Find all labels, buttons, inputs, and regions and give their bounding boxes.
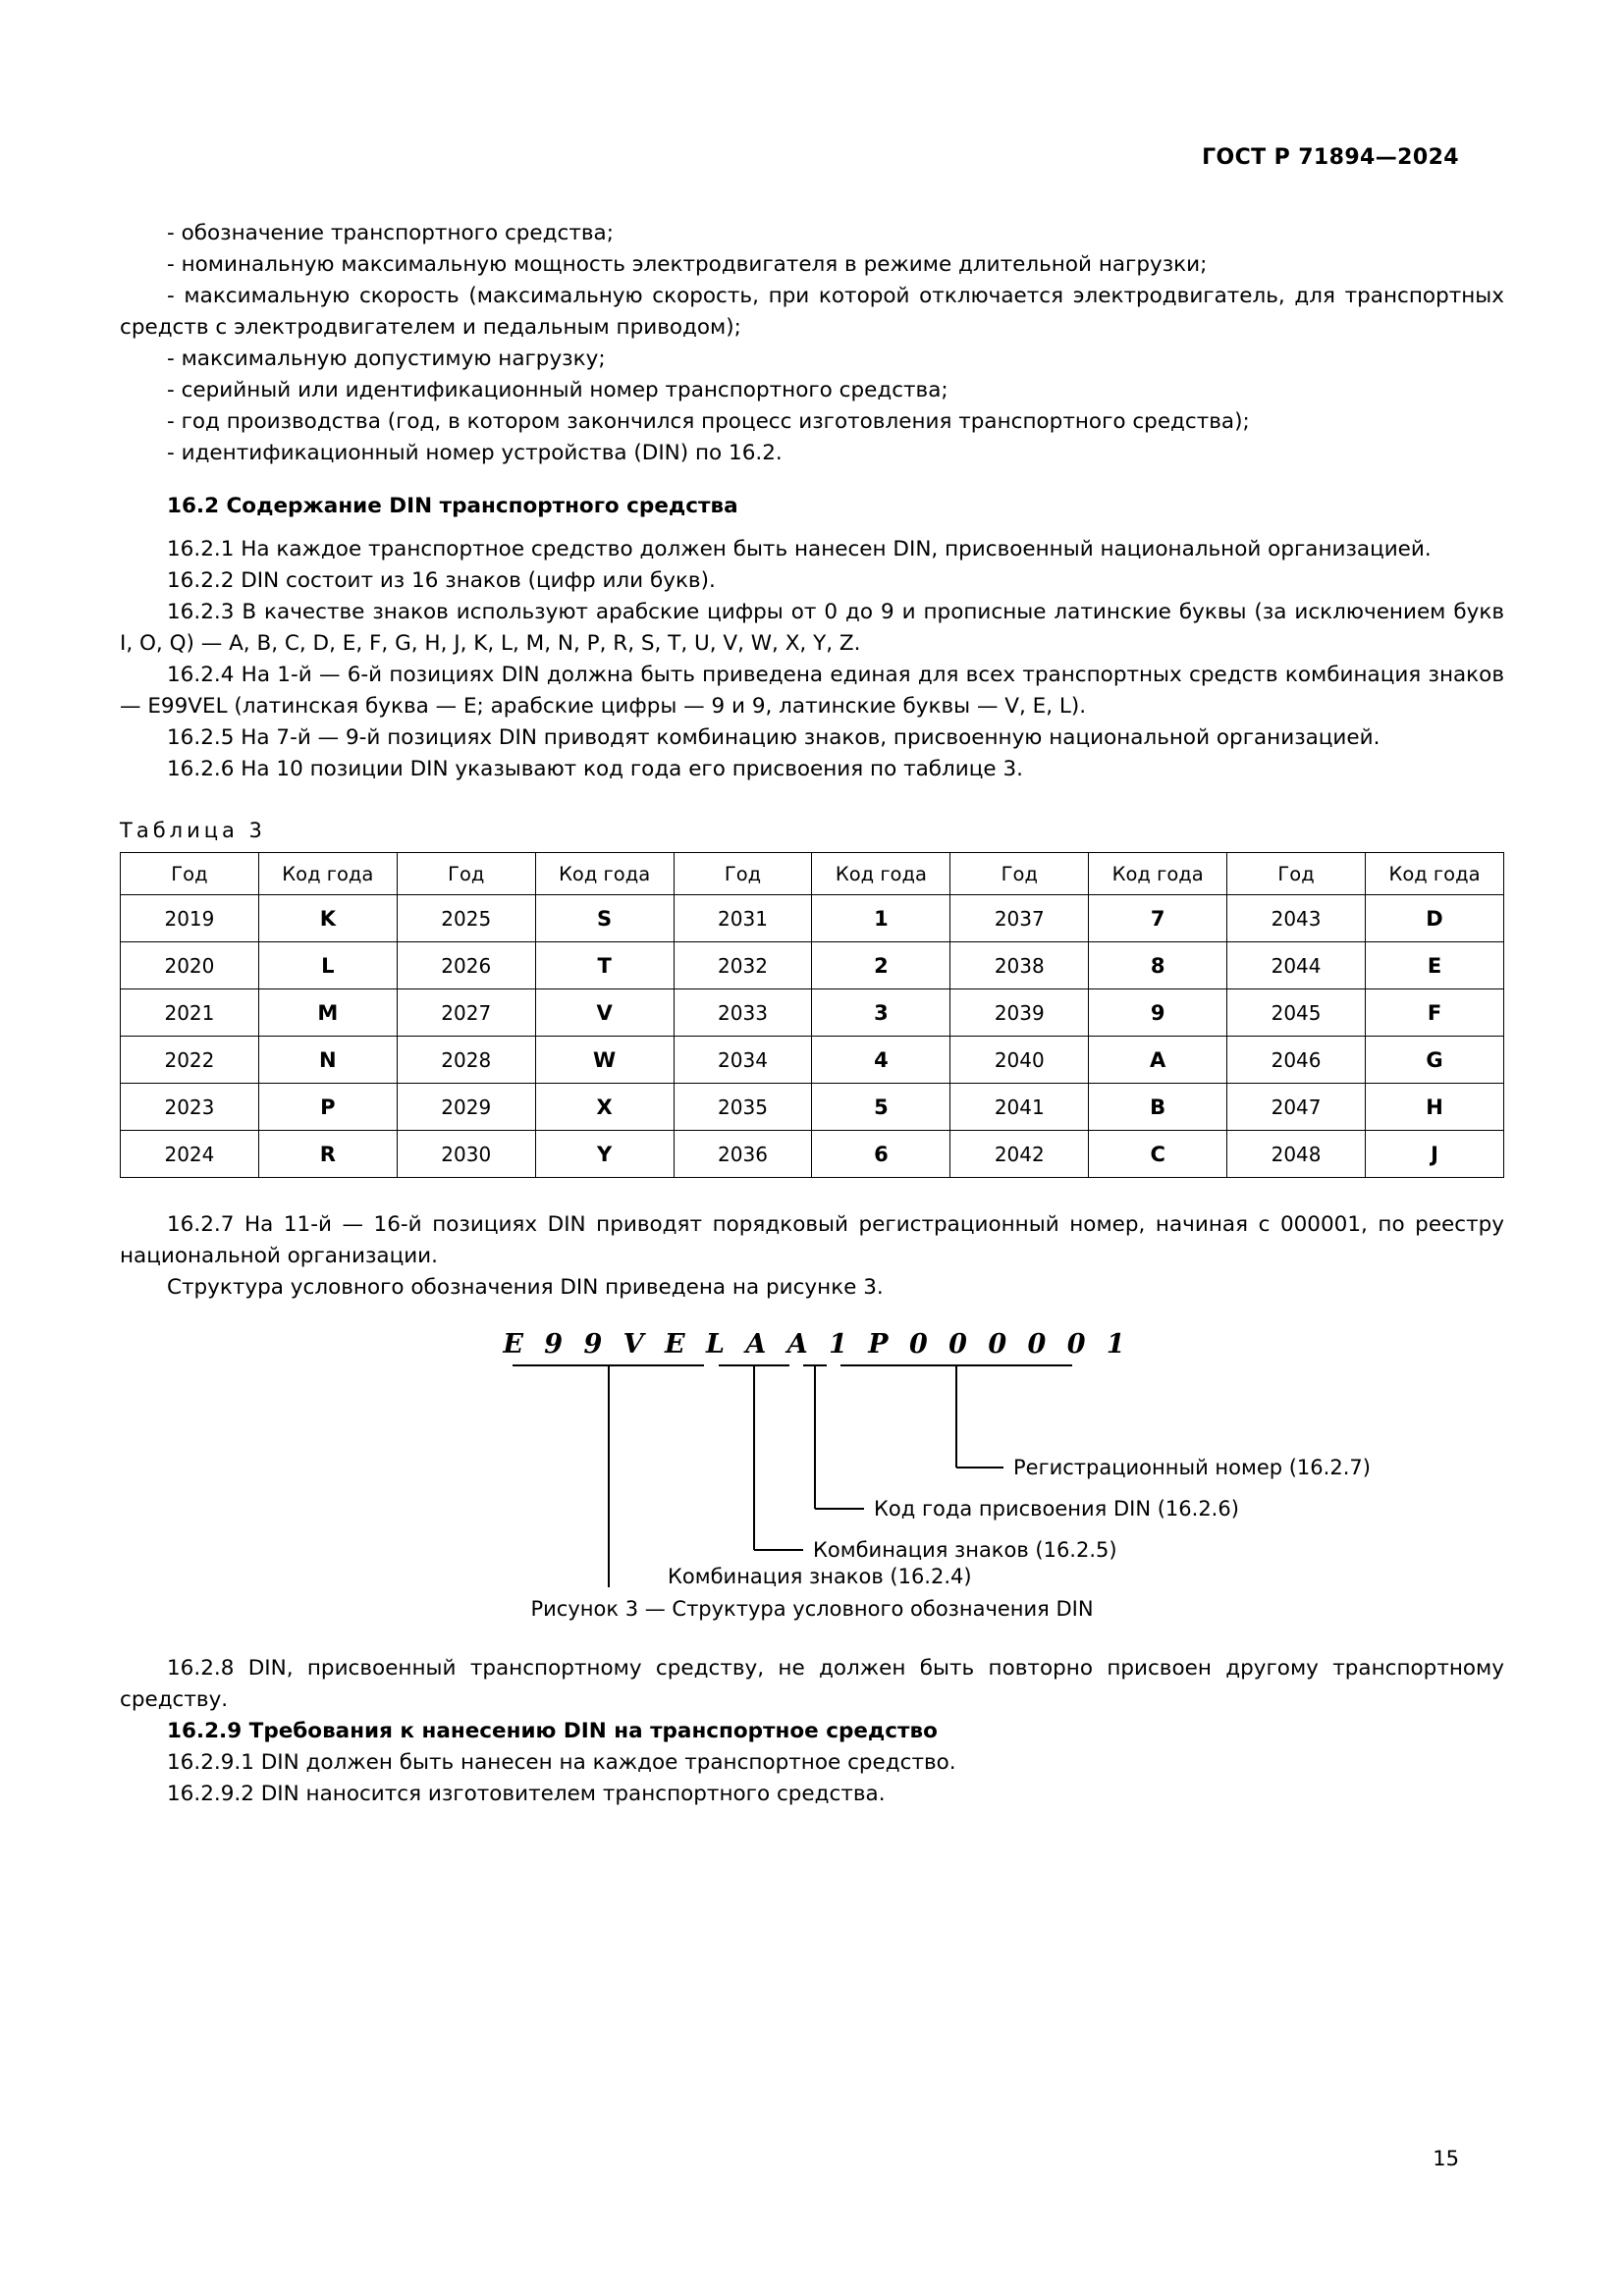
figure-label-year-code: Код года присвоения DIN (16.2.6)	[874, 1497, 1239, 1521]
table-caption: Таблица 3	[120, 819, 266, 842]
cell-year: 2034	[674, 1037, 812, 1084]
column-header: Год	[121, 853, 259, 895]
page-content	[120, 218, 1504, 1810]
cell-code: N	[258, 1037, 397, 1084]
column-header: Год	[674, 853, 812, 895]
after-table-paragraphs	[120, 1209, 1504, 1304]
din-structure-diagram	[228, 1360, 1396, 1587]
cell-code: M	[258, 989, 397, 1037]
list-item: - максимальную допустимую нагрузку;	[167, 347, 606, 371]
cell-code: W	[535, 1037, 674, 1084]
cell-code: F	[1366, 989, 1504, 1037]
cell-year: 2028	[397, 1037, 535, 1084]
section-heading-16-2-9: 16.2.9 Требования к нанесению DIN на транспортное средство	[167, 1719, 938, 1743]
table-row	[121, 989, 1504, 1037]
year-code-table	[120, 852, 1504, 1178]
cell-code: V	[535, 989, 674, 1037]
cell-year: 2038	[950, 942, 1089, 989]
cell-year: 2039	[950, 989, 1089, 1037]
list-item: - номинальную максимальную мощность электродвигателя в режиме длительной нагрузки;	[167, 252, 1208, 277]
column-header: Код года	[1366, 853, 1504, 895]
column-header: Код года	[812, 853, 950, 895]
paragraph-16-2-4: 16.2.4 На 1-й — 6-й позициях DIN должна быть приведена единая для всех транспортных средств комбинация знаков — E99VEL (латинская буква — E; арабские цифры — 9 и 9, латинские буквы — V, E, L).	[120, 663, 1504, 719]
cell-year: 2040	[950, 1037, 1089, 1084]
cell-year: 2031	[674, 895, 812, 942]
cell-code: 3	[812, 989, 950, 1037]
cell-code: Y	[535, 1131, 674, 1178]
column-header: Год	[1227, 853, 1366, 895]
cell-year: 2032	[674, 942, 812, 989]
column-header: Код года	[258, 853, 397, 895]
column-header: Год	[397, 853, 535, 895]
tail-section	[120, 1653, 1504, 1810]
cell-code: P	[258, 1084, 397, 1131]
cell-year: 2047	[1227, 1084, 1366, 1131]
page-number: 15	[1433, 2147, 1459, 2170]
cell-code: S	[535, 895, 674, 942]
cell-year: 2042	[950, 1131, 1089, 1178]
cell-code: 4	[812, 1037, 950, 1084]
table-header-row	[121, 853, 1504, 895]
table-row	[121, 1037, 1504, 1084]
cell-year: 2043	[1227, 895, 1366, 942]
cell-year: 2020	[121, 942, 259, 989]
cell-code: L	[258, 942, 397, 989]
cell-year: 2026	[397, 942, 535, 989]
paragraph-figure-ref: Структура условного обозначения DIN приведена на рисунке 3.	[167, 1275, 884, 1300]
paragraph-16-2-8: 16.2.8 DIN, присвоенный транспортному средству, не должен быть повторно присвоен другому транспортному средству.	[120, 1656, 1504, 1712]
cell-code: D	[1366, 895, 1504, 942]
column-header: Год	[950, 853, 1089, 895]
cell-code: R	[258, 1131, 397, 1178]
cell-year: 2037	[950, 895, 1089, 942]
column-header: Код года	[1089, 853, 1227, 895]
cell-code: 1	[812, 895, 950, 942]
list-item: - идентификационный номер устройства (DIN) по 16.2.	[167, 441, 783, 465]
cell-code: B	[1089, 1084, 1227, 1131]
list-item: - максимальную скорость (максимальную скорость, при которой отключается электродвигатель, для транспортных средств с электродвигателем и педальным приводом);	[120, 284, 1504, 340]
list-item: - год производства (год, в котором закончился процесс изготовления транспортного средства);	[167, 409, 1250, 434]
cell-code: H	[1366, 1084, 1504, 1131]
cell-code: G	[1366, 1037, 1504, 1084]
column-header: Код года	[535, 853, 674, 895]
cell-code: 9	[1089, 989, 1227, 1037]
paragraph-16-2-9-2: 16.2.9.2 DIN наносится изготовителем транспортного средства.	[167, 1782, 886, 1806]
table-row	[121, 1131, 1504, 1178]
paragraph-16-2-9-1: 16.2.9.1 DIN должен быть нанесен на каждое транспортное средство.	[167, 1750, 956, 1775]
cell-year: 2022	[121, 1037, 259, 1084]
table-row	[121, 942, 1504, 989]
figure-caption: Рисунок 3 — Структура условного обозначения DIN	[530, 1597, 1094, 1621]
cell-year: 2044	[1227, 942, 1366, 989]
table-row	[121, 1084, 1504, 1131]
list-item: - серийный или идентификационный номер транспортного средства;	[167, 378, 948, 402]
cell-year: 2027	[397, 989, 535, 1037]
cell-code: X	[535, 1084, 674, 1131]
paragraph-16-2-2: 16.2.2 DIN состоит из 16 знаков (цифр или букв).	[167, 568, 716, 593]
paragraph-16-2-5: 16.2.5 На 7-й — 9-й позициях DIN приводят комбинацию знаков, присвоенную национальной организацией.	[167, 725, 1380, 750]
cell-year: 2025	[397, 895, 535, 942]
cell-year: 2019	[121, 895, 259, 942]
cell-year: 2021	[121, 989, 259, 1037]
cell-code: T	[535, 942, 674, 989]
list-item: - обозначение транспортного средства;	[167, 221, 614, 245]
paragraph-16-2-3: 16.2.3 В качестве знаков используют арабские цифры от 0 до 9 и прописные латинские буквы (за исключением букв I, O, Q) — A, B, C, D, E, F, G, H, J, K, L, M, N, P, R, S, T, U, V, W, X, Y, Z.	[120, 600, 1504, 656]
figure-din-structure	[120, 1329, 1504, 1624]
cell-year: 2045	[1227, 989, 1366, 1037]
cell-code: 5	[812, 1084, 950, 1131]
cell-year: 2046	[1227, 1037, 1366, 1084]
cell-code: A	[1089, 1037, 1227, 1084]
cell-code: 6	[812, 1131, 950, 1178]
cell-year: 2033	[674, 989, 812, 1037]
din-code-string: E 9 9 V E L A A 1 P 0 0 0 0 0 1	[503, 1329, 1131, 1360]
cell-year: 2030	[397, 1131, 535, 1178]
cell-year: 2023	[121, 1084, 259, 1131]
intro-list	[120, 218, 1504, 469]
cell-year: 2048	[1227, 1131, 1366, 1178]
page-header: ГОСТ Р 71894—2024	[1202, 145, 1459, 170]
paragraph-16-2-6: 16.2.6 На 10 позиции DIN указывают код года его присвоения по таблице 3.	[167, 757, 1023, 781]
cell-code: 8	[1089, 942, 1227, 989]
cell-code: J	[1366, 1131, 1504, 1178]
paragraph-16-2-7: 16.2.7 На 11-й — 16-й позициях DIN приводят порядковый регистрационный номер, начиная с 000001, по реестру национальной организации.	[120, 1212, 1504, 1268]
table-row	[121, 895, 1504, 942]
cell-year: 2036	[674, 1131, 812, 1178]
figure-label-registration: Регистрационный номер (16.2.7)	[1013, 1456, 1371, 1479]
cell-code: C	[1089, 1131, 1227, 1178]
cell-year: 2041	[950, 1084, 1089, 1131]
cell-year: 2024	[121, 1131, 259, 1178]
section-heading-16-2: 16.2 Содержание DIN транспортного средства	[167, 494, 738, 518]
figure-label-combination-1625: Комбинация знаков (16.2.5)	[813, 1538, 1117, 1562]
paragraph-16-2-1: 16.2.1 На каждое транспортное средство должен быть нанесен DIN, присвоенный национальной организацией.	[167, 537, 1432, 561]
figure-label-combination-1624: Комбинация знаков (16.2.4)	[668, 1565, 972, 1587]
cell-code: 2	[812, 942, 950, 989]
cell-code: K	[258, 895, 397, 942]
cell-code: 7	[1089, 895, 1227, 942]
cell-code: E	[1366, 942, 1504, 989]
cell-year: 2035	[674, 1084, 812, 1131]
cell-year: 2029	[397, 1084, 535, 1131]
